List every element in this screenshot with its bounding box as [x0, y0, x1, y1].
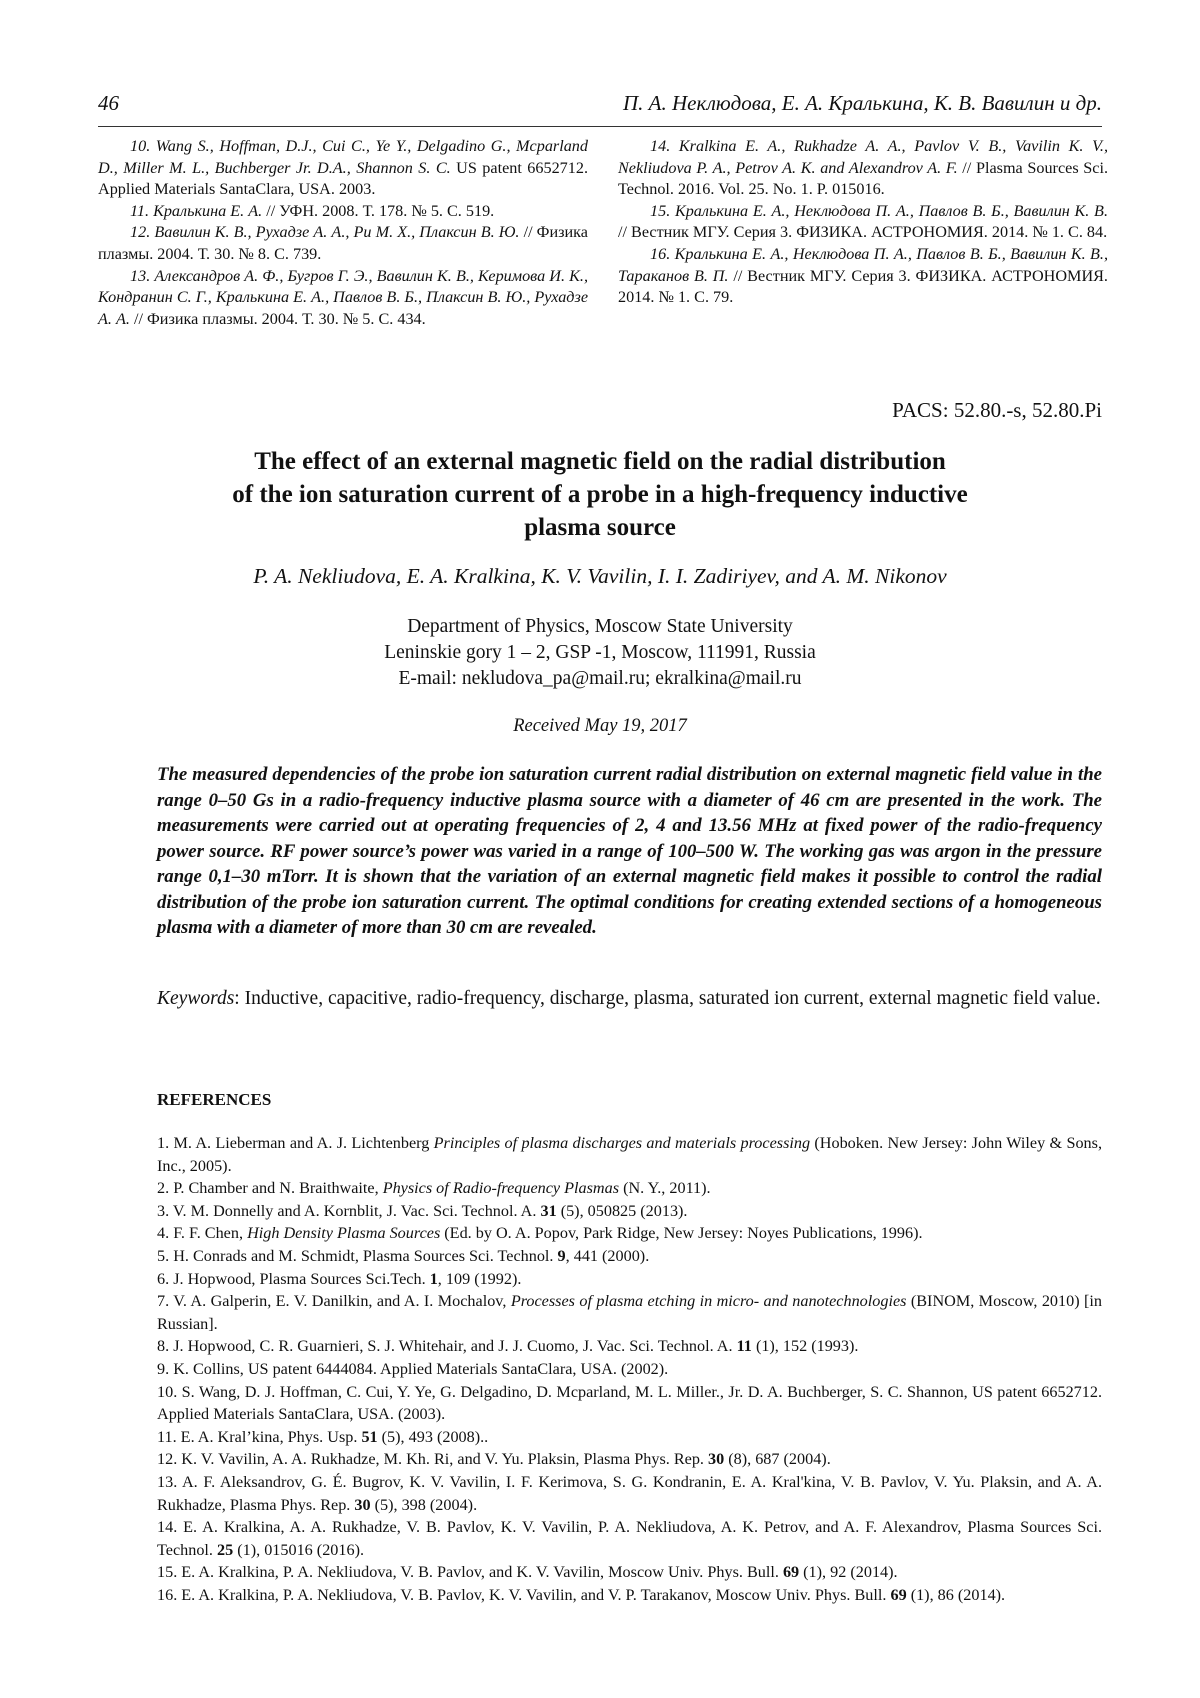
prev-reference: 10. Wang S., Hoffman, D.J., Cui C., Ye Y., Delgadino G., Mcparland D., Miller M. L., Buchberger Jr. D.A., Shannon S. C. US patent 6652712. Applied Materials SantaClara, USA. 2003. [98, 137, 588, 199]
prev-reference: 13. Александров А. Ф., Бугров Г. Э., Вавилин К. В., Керимова И. К., Кондранин С. Г., Кралькина Е. А., Павлов В. Б., Плаксин В. Ю., Рухадзе А. А. // Физика плазмы. 2004. Т. 30. № 5. С. 434. [98, 266, 588, 328]
references-heading: REFERENCES [157, 1090, 272, 1109]
header-rule [98, 126, 1102, 127]
pacs-codes: PACS: 52.80.-s, 52.80.Pi [892, 398, 1102, 422]
reference-item: 14. E. A. Kralkina, A. A. Rukhadze, V. B. Pavlov, K. V. Vavilin, P. A. Nekliudova, A. K. Petrov, and A. F. Alexandrov, Plasma Sources Sci. Technol. 25 (1), 015016 (2016). [157, 1518, 1102, 1559]
reference-item: 3. V. M. Donnelly and A. Kornblit, J. Vac. Sci. Technol. A. 31 (5), 050825 (2013). [157, 1201, 688, 1220]
article-authors: P. A. Nekliudova, E. A. Kralkina, K. V. Vavilin, I. I. Zadiriyev, and A. M. Nikonov [253, 564, 947, 588]
reference-item: 5. H. Conrads and M. Schmidt, Plasma Sources Sci. Technol. 9, 441 (2000). [157, 1246, 650, 1265]
running-header [98, 91, 1102, 121]
affiliation-address: Leninskie gory 1 – 2, GSP -1, Moscow, 111991, Russia [384, 642, 816, 663]
affiliation [98, 614, 1102, 692]
title-line: plasma source [524, 514, 676, 541]
affiliation-department: Department of Physics, Moscow State University [407, 616, 793, 637]
reference-item: 1. M. A. Lieberman and A. J. Lichtenberg Principles of plasma discharges and materials processing (Hoboken. New Jersey: John Wiley & Sons, Inc., 2005). [157, 1134, 1102, 1175]
reference-item: 6. J. Hopwood, Plasma Sources Sci.Tech. 1, 109 (1992). [157, 1269, 522, 1288]
keywords-text: : Inductive, capacitive, radio-frequency, discharge, plasma, saturated ion current, external magnetic field value. [234, 988, 1101, 1009]
references-list [157, 1132, 1102, 1606]
prev-reference: 16. Кралькина Е. А., Неклюдова П. А., Павлов В. Б., Вавилин К. В., Тараканов В. П. // Вестник МГУ. Серия 3. ФИЗИКА. АСТРОНОМИЯ. 2014. № 1. С. 79. [618, 244, 1108, 307]
page-number: 46 [98, 91, 119, 115]
title-line: of the ion saturation current of a probe in a high-frequency inductive [232, 481, 968, 508]
reference-item: 9. K. Collins, US patent 6444084. Applied Materials SantaClara, USA. (2002). [157, 1359, 669, 1378]
previous-references-right-column [618, 136, 1108, 309]
reference-item: 4. F. F. Chen, High Density Plasma Sources (Ed. by O. A. Popov, Park Ridge, New Jersey: Noyes Publications, 1996). [157, 1224, 923, 1243]
running-authors: П. А. Неклюдова, Е. А. Кралькина, К. В. Вавилин и др. [622, 91, 1102, 115]
reference-item: 8. J. Hopwood, C. R. Guarnieri, S. J. Whitehair, and J. J. Cuomo, J. Vac. Sci. Technol. A. 11 (1), 152 (1993). [157, 1337, 859, 1356]
reference-item: 7. V. A. Galperin, E. V. Danilkin, and A. I. Mochalov, Processes of plasma etching in micro- and nanotechnologies (BINOM, Moscow, 2010) [in Russian]. [157, 1292, 1102, 1333]
keywords [157, 986, 1102, 1012]
prev-reference: 14. Kralkina E. A., Rukhadze A. A., Pavlov V. B., Vavilin K. V., Nekliudova P. A., Petrov A. K. and Alexandrov A. F. // Plasma Sources Sci. Technol. 2016. Vol. 25. No. 1. P. 015016. [618, 137, 1108, 199]
keywords-label: Keywords [157, 988, 235, 1009]
received-date: Received May 19, 2017 [513, 716, 687, 736]
reference-item: 12. K. V. Vavilin, A. A. Rukhadze, M. Kh. Ri, and V. Yu. Plaksin, Plasma Phys. Rep. 30 (8), 687 (2004). [157, 1450, 831, 1469]
reference-item: 16. E. A. Kralkina, P. A. Nekliudova, V. B. Pavlov, K. V. Vavilin, and V. P. Tarakanov, Moscow Univ. Phys. Bull. 69 (1), 86 (2014). [157, 1585, 1006, 1604]
reference-item: 2. P. Chamber and N. Braithwaite, Physics of Radio-frequency Plasmas (N. Y., 2011). [157, 1179, 711, 1198]
abstract: The measured dependencies of the probe ion saturation current radial distribution on external magnetic field value in the range 0–50 Gs in a radio-frequency inductive plasma source with a diameter of 46 cm are presented in the work. The measurements were carried out at operating frequencies of 2, 4 and 13.56 MHz at fixed power of the radio-frequency power source. RF power source’s power was varied in a range of 100–500 W. The working gas was argon in the pressure range 0,1–30 mTorr. It is shown that the variation of an external magnetic field makes it possible to control the radial distribution of the probe ion saturation current. The optimal conditions for creating extended sections of a homogeneous plasma with a diameter of more than 30 cm are revealed. [157, 764, 1102, 938]
previous-references-left-column [98, 136, 588, 330]
reference-item: 11. E. A. Kral’kina, Phys. Usp. 51 (5), 493 (2008).. [157, 1427, 489, 1446]
prev-reference: 11. Кралькина Е. А. // УФН. 2008. Т. 178. № 5. С. 519. [130, 201, 495, 220]
reference-item: 10. S. Wang, D. J. Hoffman, C. Cui, Y. Ye, G. Delgadino, D. Mcparland, M. L. Miller., Jr. D. A. Buchberger, S. C. Shannon, US patent 6652712. Applied Materials SantaClara, USA. (2003). [157, 1382, 1102, 1424]
reference-item: 13. A. F. Aleksandrov, G. É. Bugrov, K. V. Vavilin, I. F. Kerimova, S. G. Kondranin, E. A. Kral'kina, V. B. Pavlov, V. Yu. Plaksin, and A. A. Rukhadze, Plasma Phys. Rep. 30 (5), 398 (2004). [157, 1472, 1102, 1514]
prev-reference: 15. Кралькина Е. А., Неклюдова П. А., Павлов В. Б., Вавилин К. В. // Вестник МГУ. Серия 3. ФИЗИКА. АСТРОНОМИЯ. 2014. № 1. С. 84. [618, 201, 1108, 242]
affiliation-email: E-mail: nekludova_pa@mail.ru; ekralkina@mail.ru [398, 668, 802, 689]
title-line: The effect of an external magnetic field on the radial distribution [254, 448, 946, 475]
reference-item: 15. E. A. Kralkina, P. A. Nekliudova, V. B. Pavlov, and K. V. Vavilin, Moscow Univ. Phys. Bull. 69 (1), 92 (2014). [157, 1563, 898, 1582]
prev-reference: 12. Вавилин К. В., Рухадзе А. А., Ри М. Х., Плаксин В. Ю. // Физика плазмы. 2004. Т. 30. № 8. С. 739. [98, 223, 588, 263]
article-title [98, 445, 1102, 544]
